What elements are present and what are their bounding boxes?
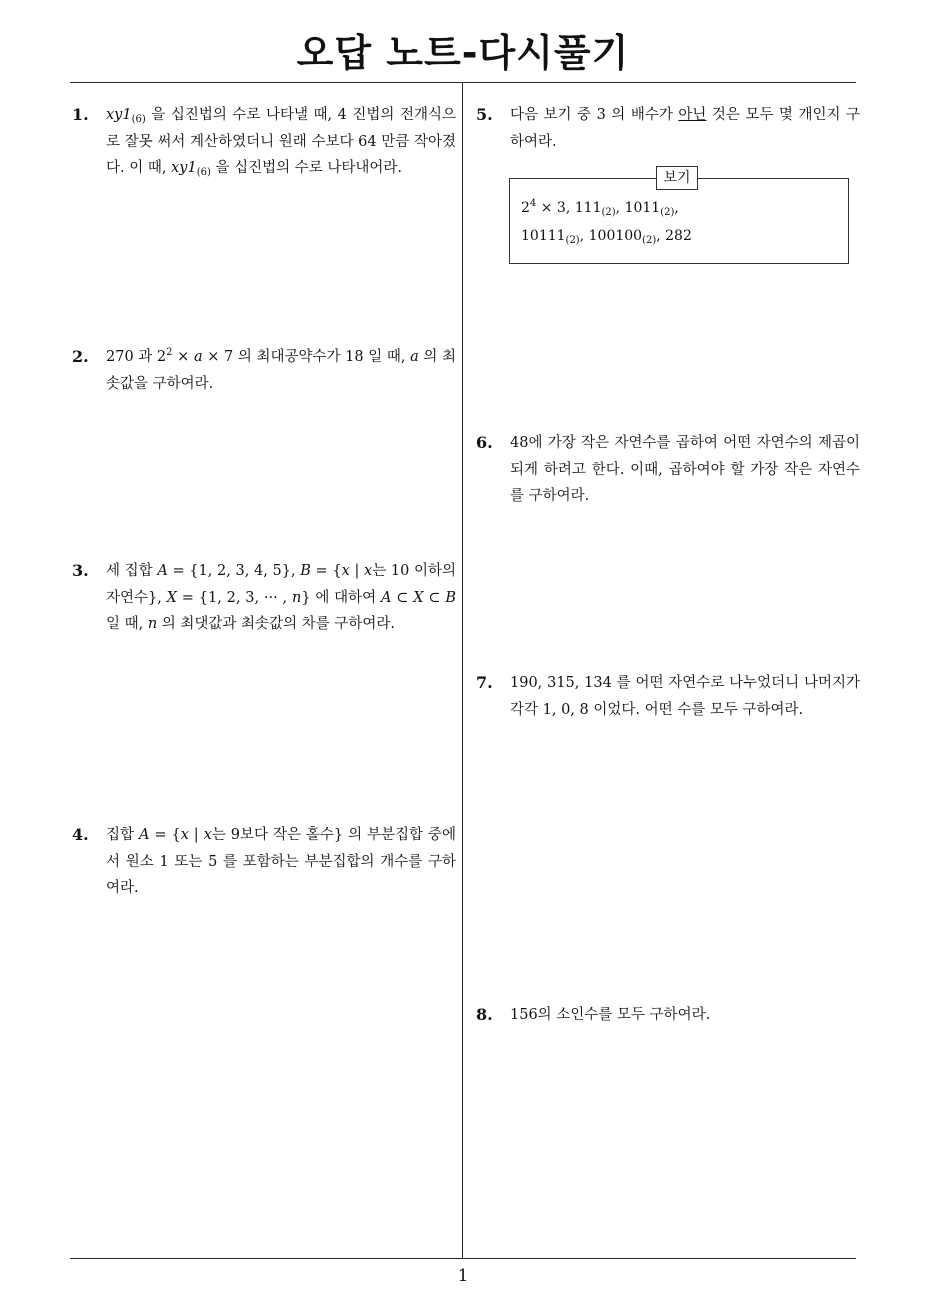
problem-5 [476, 102, 860, 155]
page-title: 오답 노트-다시풀기 [296, 31, 630, 75]
problem-8 [476, 1002, 860, 1029]
problem-number: 6. [476, 433, 493, 452]
problem-1 [72, 102, 456, 182]
problem-number: 4. [72, 825, 89, 844]
problem-number: 2. [72, 347, 89, 366]
problem-text: 다음 보기 중 3 의 배수가 아닌 것은 모두 몇 개인지 구하여라. [510, 107, 860, 150]
problem-number: 5. [476, 105, 493, 124]
problem-text: 세 집합 A = {1, 2, 3, 4, 5}, B = {x | x는 10 이하의 자연수}, X = {1, 2, 3, ··· , n} 에 대하여 A ⊂ X ⊂ B 일 때, n 의 최댓값과 최솟값의 차를 구하여라. [106, 563, 456, 632]
problem-7 [476, 670, 860, 723]
problem-text: 48에 가장 작은 자연수를 곱하여 어떤 자연수의 제곱이 되게 하려고 한다. 이때, 곱하여야 할 가장 작은 자연수를 구하여라. [510, 435, 860, 504]
problem-text: 190, 315, 134 를 어떤 자연수로 나누었더니 나머지가 각각 1, 0, 8 이었다. 어떤 수를 모두 구하여라. [510, 675, 860, 718]
problem-number: 8. [476, 1005, 493, 1024]
problem-4 [72, 822, 456, 902]
problem-3 [72, 558, 456, 638]
header-rule [70, 82, 856, 83]
problem-text: 집합 A = {x | x는 9보다 작은 홀수} 의 부분집합 중에서 원소 1 또는 5 를 포함하는 부분집합의 개수를 구하여라. [106, 827, 456, 896]
problem-number: 1. [72, 105, 89, 124]
column-divider [462, 82, 463, 1258]
footer-rule [70, 1258, 856, 1259]
page-number: 1 [457, 1266, 469, 1286]
problem-text: $xy1_{(6)}$ 을 십진법의 수로 나타낼 때, 4 진법의 전개식으로 잘못 써서 계산하였더니 원래 수보다 64 만큼 작아졌다. 이 때, $xy1_{(6)}$ 을 십진법의 수로 나타내어라. [106, 107, 456, 178]
problem-text: 270 과 $2^2 \times a \times 7$ 의 최대공약수가 18 일 때, a 의 최솟값을 구하여라. [106, 347, 456, 392]
problem-2 [72, 344, 456, 397]
bogi-label: 보기 [656, 166, 698, 190]
bogi-content: $2^4 \times 3$, $111_{(2)}$, $1011_{(2)}$, $10111_{(2)}$, $100100_{(2)}$, 282 [521, 198, 692, 246]
problem-text: 156의 소인수를 모두 구하여라. [510, 1007, 711, 1023]
problem-number: 7. [476, 673, 493, 692]
problem-number: 3. [72, 561, 89, 580]
problem-6 [476, 430, 860, 510]
